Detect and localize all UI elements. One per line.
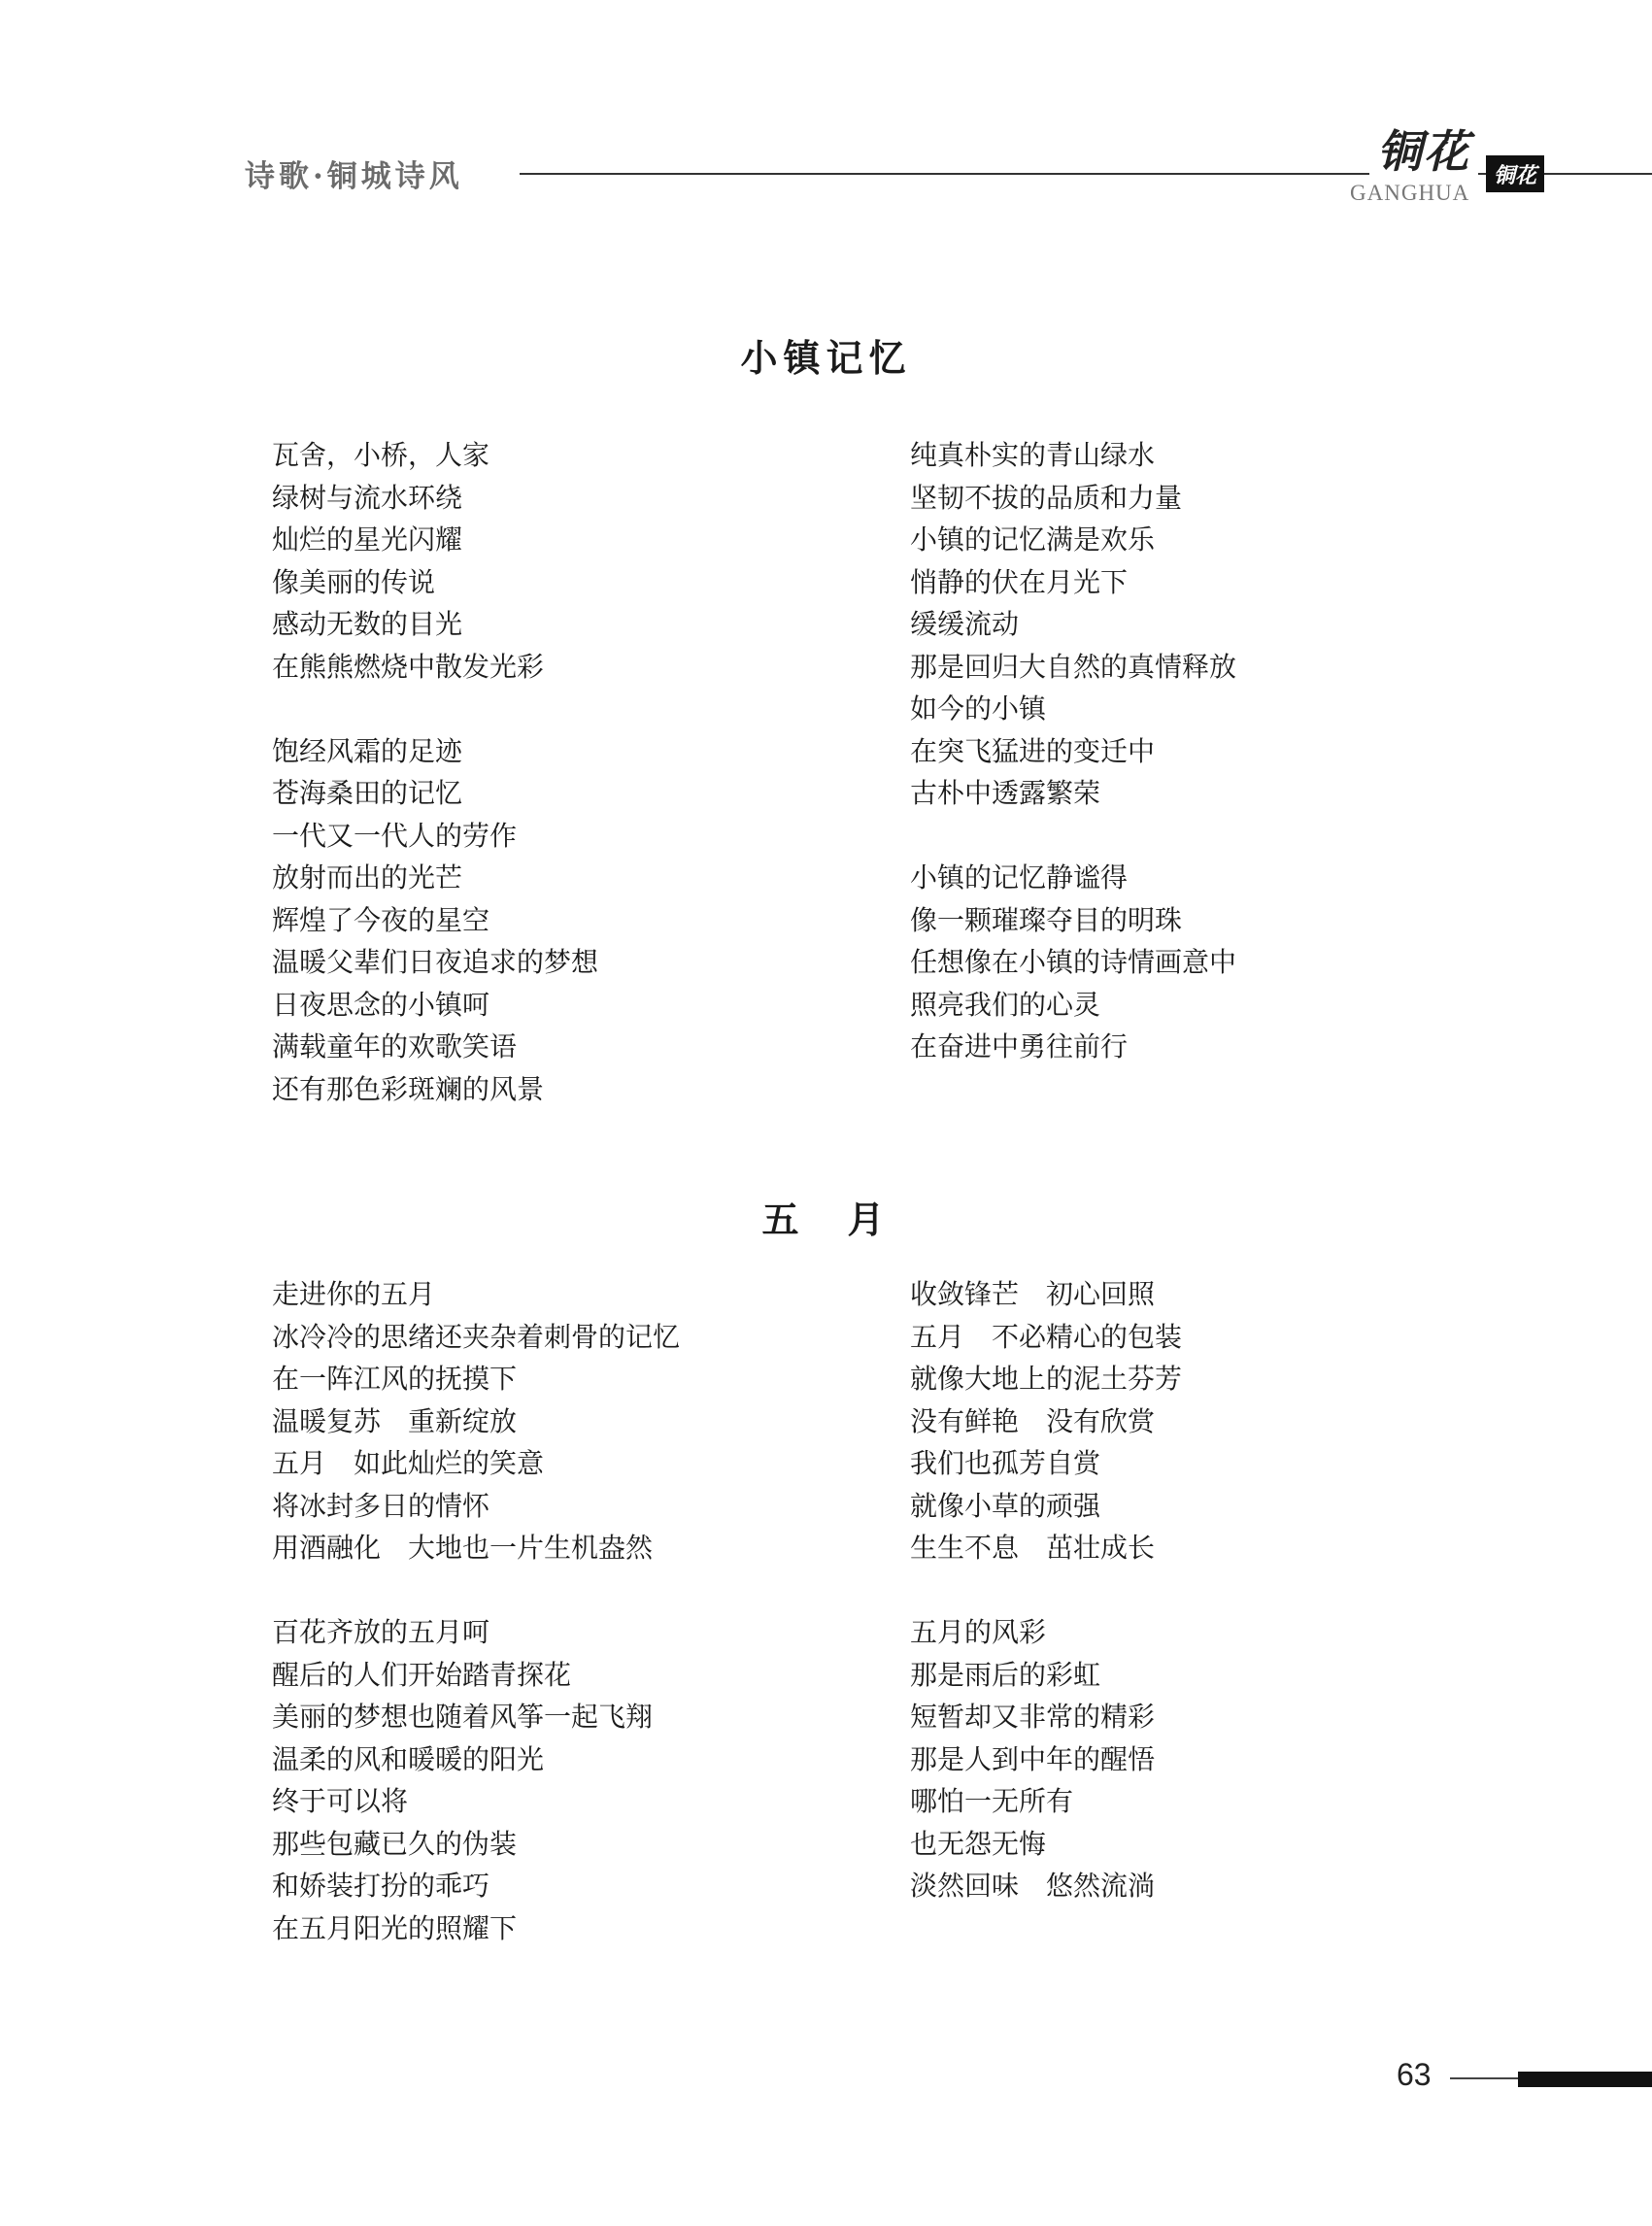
poem-line: 坚韧不拔的品质和力量 bbox=[910, 481, 1183, 514]
poem-line: 纯真朴实的青山绿水 bbox=[910, 439, 1156, 471]
footer-bar bbox=[1518, 2072, 1652, 2087]
poem-line: 和娇装打扮的乖巧 bbox=[272, 1870, 490, 1902]
poem-line: 那是人到中年的醒悟 bbox=[910, 1742, 1156, 1775]
poem-line: 那是回归大自然的真情释放 bbox=[910, 650, 1237, 683]
poem-column bbox=[272, 434, 598, 1110]
poem-line: 将冰封多日的情怀 bbox=[272, 1489, 490, 1522]
poem-line: 悄静的伏在月光下 bbox=[910, 565, 1129, 598]
poem-line: 像一颗璀璨夺目的明珠 bbox=[910, 903, 1183, 936]
magazine-logo-latin: GANGHUA bbox=[1350, 181, 1470, 205]
poem-line: 饱经风霜的足迹 bbox=[272, 734, 463, 767]
poem-line: 任想像在小镇的诗情画意中 bbox=[910, 946, 1237, 978]
poem-line: 那些包藏已久的伪装 bbox=[272, 1827, 518, 1860]
poem-line: 灿烂的星光闪耀 bbox=[272, 523, 463, 556]
poem-line: 还有那色彩斑斓的风景 bbox=[272, 1072, 545, 1105]
poem-line: 在五月阳光的照耀下 bbox=[272, 1911, 518, 1944]
stanza-break bbox=[910, 1569, 1182, 1612]
section-label: 诗歌·铜城诗风 bbox=[245, 159, 463, 194]
poem-line: 生生不息 茁壮成长 bbox=[910, 1532, 1156, 1564]
poem-line: 五月的风彩 bbox=[910, 1616, 1047, 1648]
magazine-logo: 铜花 bbox=[1369, 117, 1478, 181]
poem-line: 绿树与流水环绕 bbox=[272, 481, 463, 514]
poem-line: 感动无数的目光 bbox=[272, 608, 463, 640]
stanza-break bbox=[272, 688, 598, 730]
poem-line: 苍海桑田的记忆 bbox=[272, 777, 463, 809]
poem-line: 小镇的记忆满是欢乐 bbox=[910, 523, 1156, 556]
poem-line: 五月 不必精心的包装 bbox=[910, 1320, 1183, 1353]
poem-line: 一代又一代人的劳作 bbox=[272, 819, 518, 852]
poem-column bbox=[910, 1273, 1182, 1907]
poem-line: 淡然回味 悠然流淌 bbox=[910, 1870, 1156, 1902]
poem-line: 温暖父辈们日夜追求的梦想 bbox=[272, 946, 599, 978]
footer-rule bbox=[1450, 2077, 1518, 2079]
poem-line: 辉煌了今夜的星空 bbox=[272, 903, 490, 936]
poem-line: 像美丽的传说 bbox=[272, 565, 436, 598]
poem-line: 冰冷冷的思绪还夹杂着刺骨的记忆 bbox=[272, 1320, 681, 1353]
poem-line: 终于可以将 bbox=[272, 1785, 409, 1817]
poem-line: 短暂却又非常的精彩 bbox=[910, 1701, 1156, 1733]
poem-line: 温柔的风和暖暖的阳光 bbox=[272, 1742, 545, 1775]
poem-line: 醒后的人们开始踏青探花 bbox=[272, 1658, 572, 1691]
magazine-logo-badge: 铜花 bbox=[1486, 155, 1544, 192]
poem-line: 就像大地上的泥土芬芳 bbox=[910, 1363, 1183, 1395]
poem-line: 哪怕一无所有 bbox=[910, 1785, 1074, 1817]
poem-line: 没有鲜艳 没有欣赏 bbox=[910, 1404, 1156, 1437]
stanza-break bbox=[272, 1569, 680, 1612]
poem-line: 小镇的记忆静谧得 bbox=[910, 861, 1129, 894]
stanza-break bbox=[910, 815, 1236, 858]
poem-line: 就像小草的顽强 bbox=[910, 1489, 1101, 1522]
poem-line: 那是雨后的彩虹 bbox=[910, 1658, 1101, 1691]
poem-column bbox=[272, 1273, 680, 1949]
poem-line: 温暖复苏 重新绽放 bbox=[272, 1404, 518, 1437]
poem-line: 在熊熊燃烧中散发光彩 bbox=[272, 650, 545, 683]
poem-line: 在奋进中勇往前行 bbox=[910, 1030, 1129, 1062]
poem-title: 小镇记忆 bbox=[740, 336, 912, 380]
poem-line: 在突飞猛进的变迁中 bbox=[910, 734, 1156, 767]
poem-line: 瓦舍，小桥，人家 bbox=[272, 439, 490, 471]
poem-line: 用酒融化 大地也一片生机盎然 bbox=[272, 1532, 654, 1564]
poem-line: 古朴中透露繁荣 bbox=[910, 777, 1101, 809]
poem-line: 在一阵江风的抚摸下 bbox=[272, 1363, 518, 1395]
poem-line: 也无怨无悔 bbox=[910, 1827, 1047, 1860]
poem-line: 照亮我们的心灵 bbox=[910, 988, 1101, 1021]
poem-line: 美丽的梦想也随着风筝一起飞翔 bbox=[272, 1701, 654, 1733]
poem-line: 日夜思念的小镇呵 bbox=[272, 988, 490, 1021]
poem-line: 收敛锋芒 初心回照 bbox=[910, 1278, 1156, 1310]
poem-line: 如今的小镇 bbox=[910, 692, 1047, 725]
poem-line: 放射而出的光芒 bbox=[272, 861, 463, 894]
poem-title: 五 月 bbox=[761, 1197, 891, 1241]
poem-line: 缓缓流动 bbox=[910, 608, 1020, 640]
page-number: 63 bbox=[1397, 2057, 1432, 2092]
poem-line: 我们也孤芳自赏 bbox=[910, 1447, 1101, 1479]
poem-line: 五月 如此灿烂的笑意 bbox=[272, 1447, 545, 1479]
poem-column bbox=[910, 434, 1236, 1068]
poem-line: 满载童年的欢歌笑语 bbox=[272, 1030, 518, 1062]
header-rule bbox=[520, 173, 1652, 175]
poem-line: 走进你的五月 bbox=[272, 1278, 436, 1310]
poem-line: 百花齐放的五月呵 bbox=[272, 1616, 490, 1648]
